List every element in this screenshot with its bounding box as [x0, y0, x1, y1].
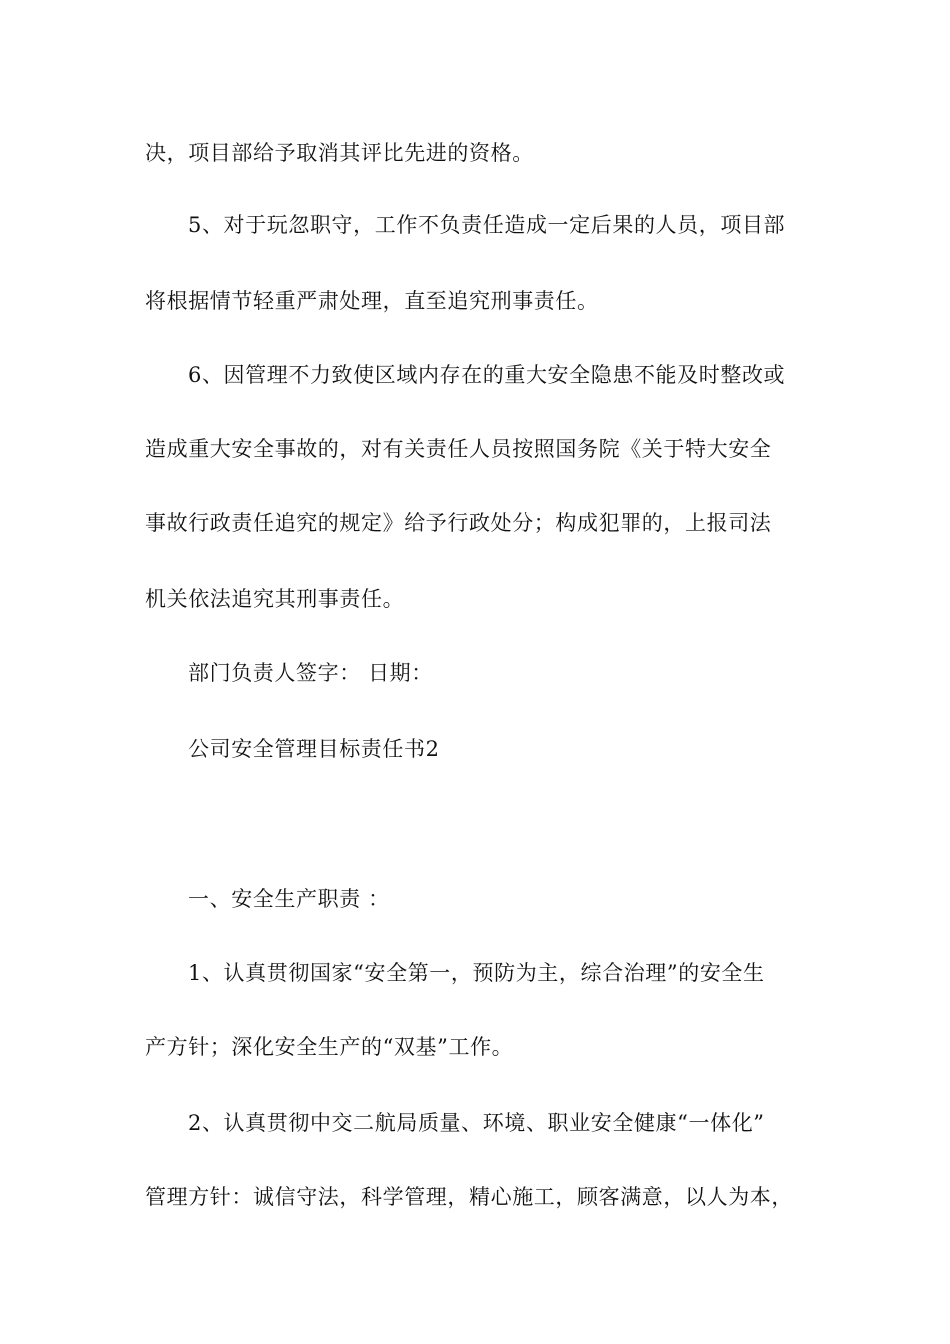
text-line: 管理方针：诚信守法，科学管理，精心施工，顾客满意，以人为本， — [145, 1185, 793, 1209]
text-line: 5、对于玩忽职守，工作不负责任造成一定后果的人员，项目部 — [188, 213, 786, 237]
section-title: 公司安全管理目标责任书2 — [188, 737, 440, 761]
text-line: 造成重大安全事故的，对有关责任人员按照国务院《关于特大安全 — [145, 437, 772, 461]
text-line: 1、认真贯彻国家“安全第一，预防为主，综合治理”的安全生 — [188, 961, 765, 985]
section-heading: 一、安全生产职责 ： — [188, 887, 390, 911]
text-line: 事故行政责任追究的规定》给予行政处分；构成犯罪的，上报司法 — [145, 511, 772, 535]
text-line: 将根据情节轻重严肃处理，直至追究刑事责任。 — [145, 289, 599, 313]
text-line: 6、因管理不力致使区域内存在的重大安全隐患不能及时整改或 — [188, 363, 786, 387]
signature-line: 部门负责人签字： 日期： — [188, 661, 433, 685]
text-line: 决，项目部给予取消其评比先进的资格。 — [145, 141, 534, 165]
text-line: 产方针；深化安全生产的“双基”工作。 — [145, 1035, 514, 1059]
text-line: 2、认真贯彻中交二航局质量、环境、职业安全健康“一体化” — [188, 1111, 765, 1135]
text-line: 机关依法追究其刑事责任。 — [145, 587, 405, 611]
